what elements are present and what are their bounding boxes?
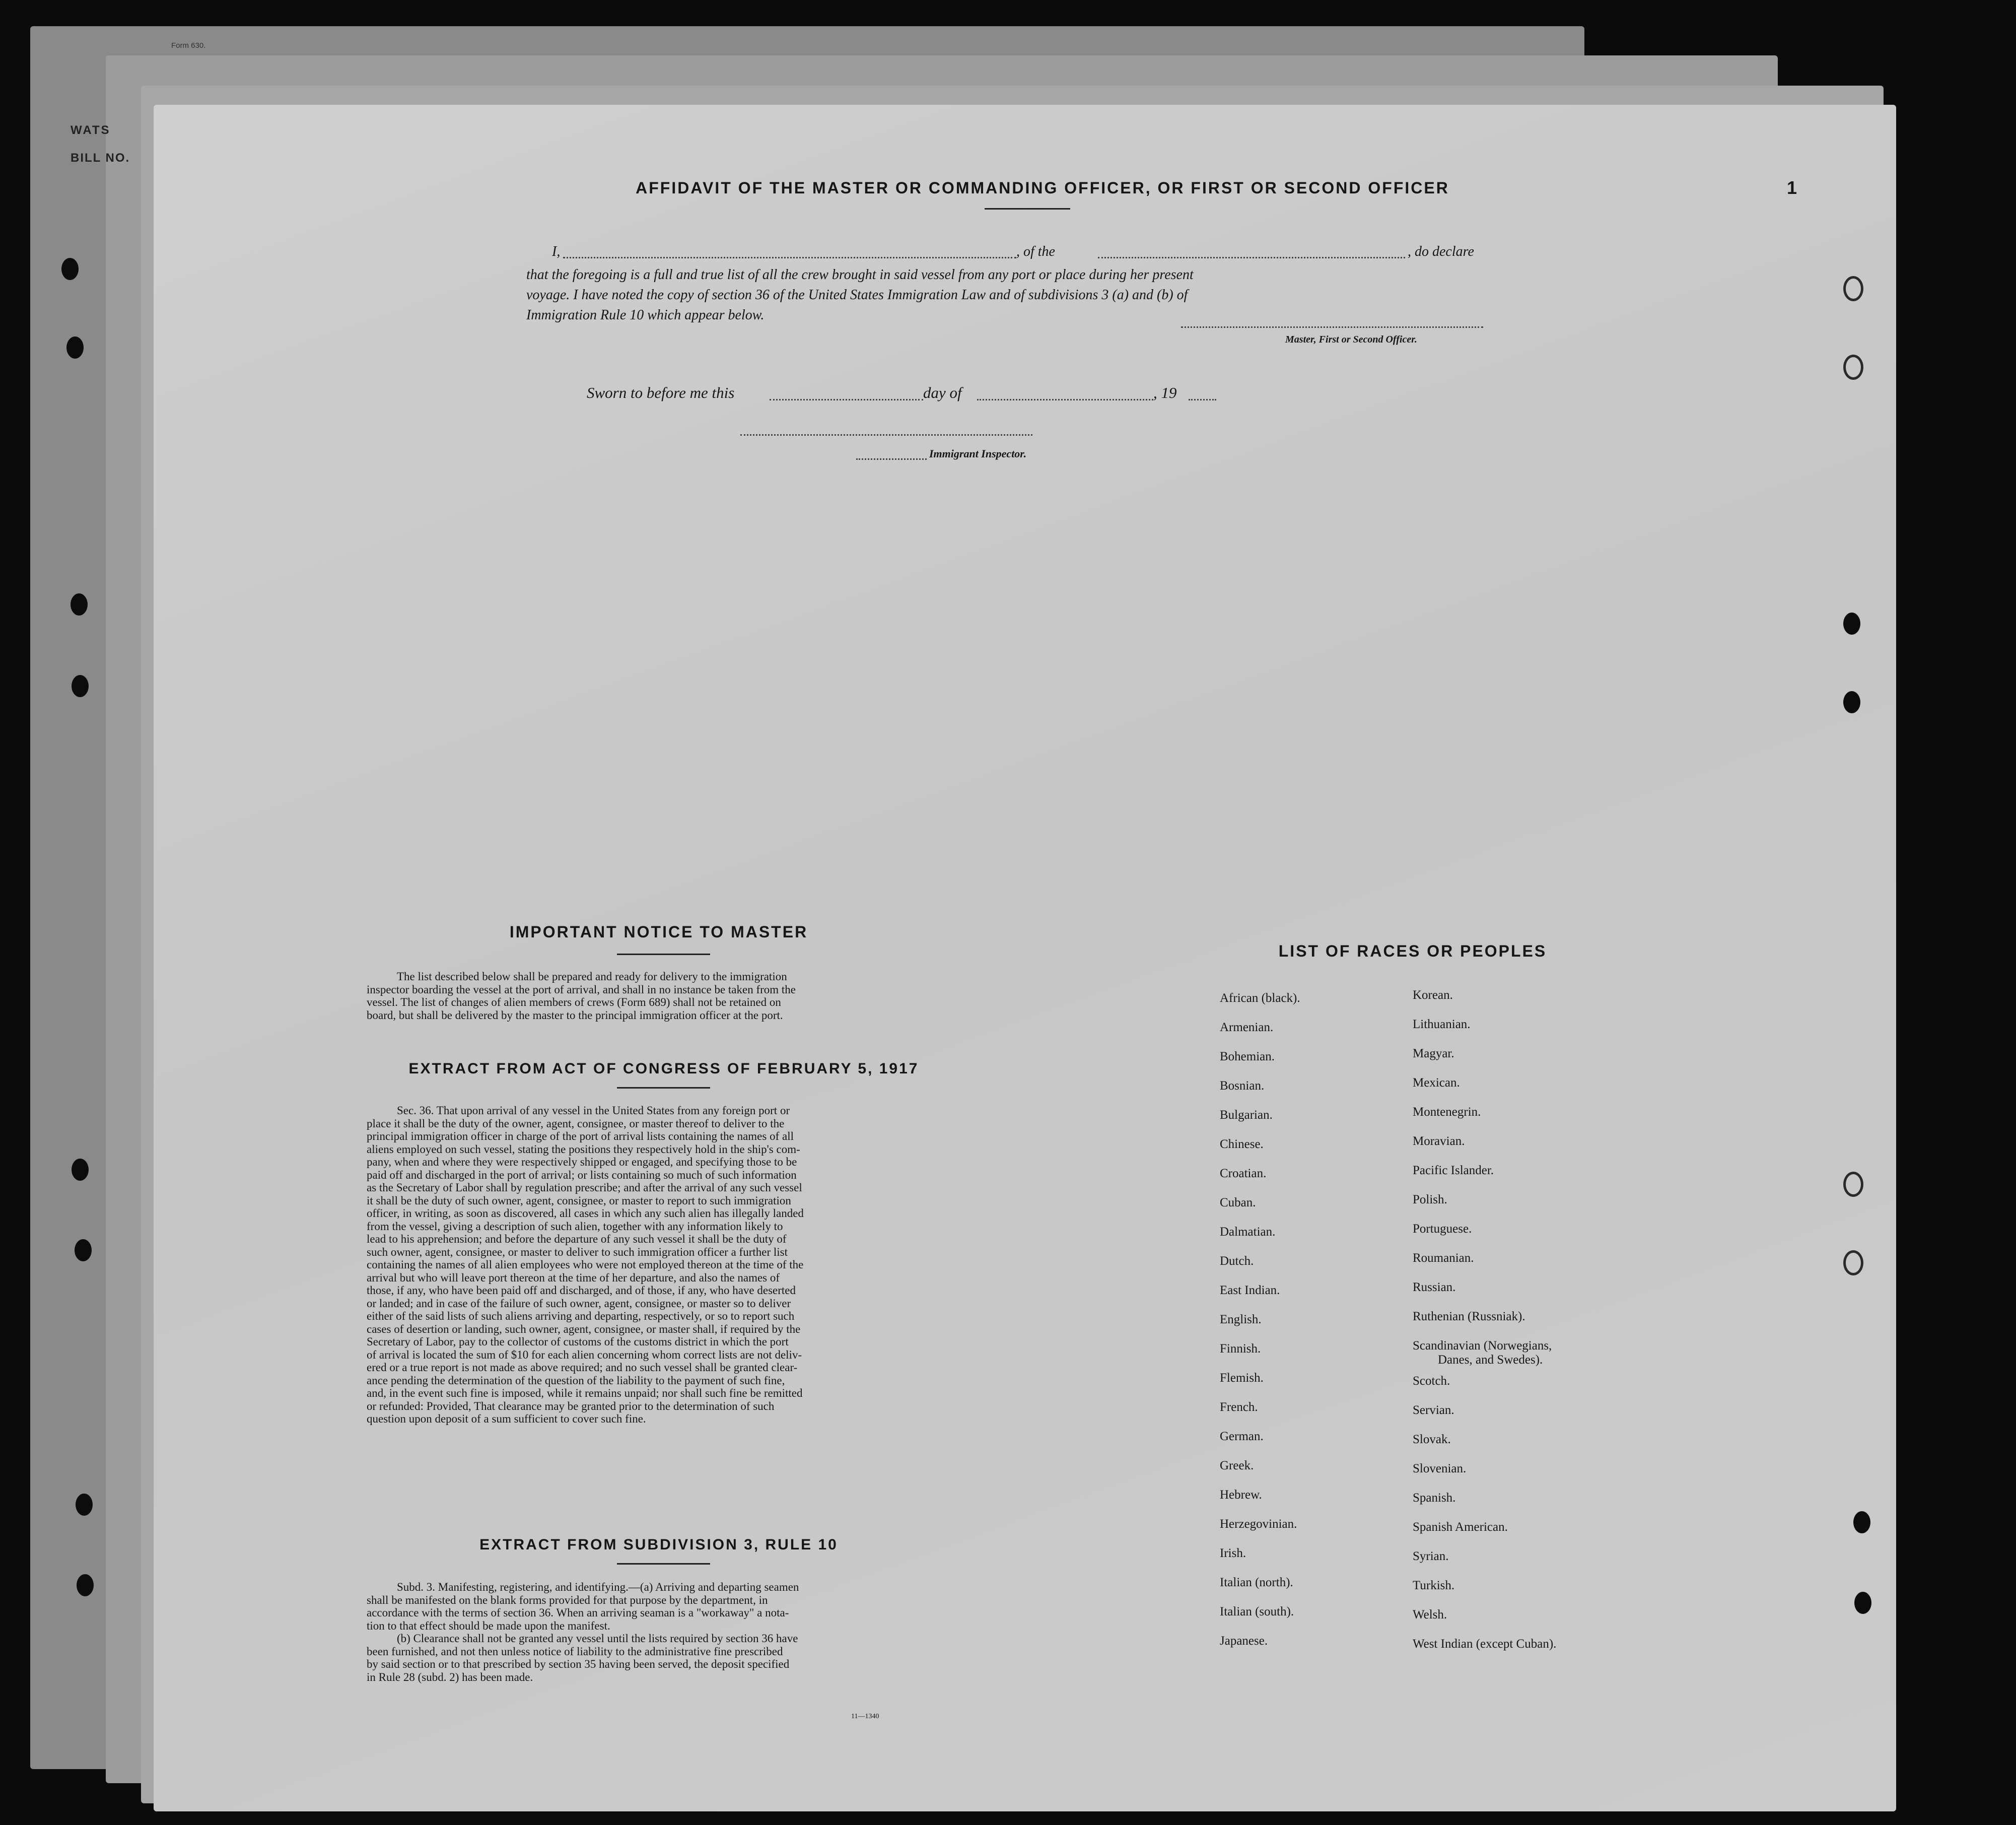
rule-line: Subd. 3. Manifesting, registering, and identifying.—(a) Arriving and departing seamen (397, 1581, 799, 1593)
act-line: ance pending the determination of the question of the liability to the payment of such fine, (367, 1374, 785, 1387)
race-item: Mexican. (1413, 1076, 1460, 1090)
race-item: Dalmatian. (1220, 1225, 1276, 1239)
race-item: Spanish. (1413, 1491, 1456, 1505)
punch-hole-ring (1843, 276, 1863, 301)
act-line: as the Secretary of Labor shall by regulation prescribe; and after the arrival of any such vessel (367, 1181, 802, 1194)
race-item: Italian (north). (1220, 1576, 1293, 1589)
act-line: and, in the event such fine is imposed, while it remains unpaid; nor shall such fine be remitted (367, 1387, 803, 1399)
act-line: officer, in writing, as soon as discovered, all cases in which any such alien has illegally landed (367, 1207, 804, 1220)
punch-hole (72, 675, 89, 697)
notice-line: inspector boarding the vessel at the port of arrival, and shall in no instance be taken from the (367, 983, 796, 996)
rule-line: in Rule 28 (subd. 2) has been made. (367, 1670, 533, 1683)
margin-mark-bill: BILL NO. (71, 151, 130, 165)
punch-hole (72, 1159, 89, 1181)
race-item: Hebrew. (1220, 1488, 1262, 1502)
act-line: from the vessel, giving a description of such alien, together with any information likely to (367, 1220, 783, 1233)
signature-label: Master, First or Second Officer. (1285, 334, 1417, 345)
race-item: Greek. (1220, 1459, 1254, 1472)
margin-mark-wats: WATS (71, 123, 111, 137)
act-line: cases of desertion or landing, such owner, agent, consignee, or master shall, if required by the (367, 1322, 801, 1335)
notice-title: IMPORTANT NOTICE TO MASTER (509, 923, 808, 941)
affidavit-page (154, 105, 1896, 1811)
act-title: EXTRACT FROM ACT OF CONGRESS OF FEBRUARY 5, 1917 (408, 1060, 919, 1077)
race-item: Armenian. (1220, 1021, 1274, 1034)
rule-text (367, 1581, 951, 1683)
rule-line: (b) Clearance shall not be granted any vessel until the lists required by section 36 have (397, 1632, 798, 1645)
race-item: Croatian. (1220, 1167, 1267, 1180)
act-line: place it shall be the duty of the owner, agent, consignee, or master thereof to deliver to the (367, 1117, 785, 1130)
act-line: it shall be the duty of such owner, agent, consignee, or master to report to such immigration (367, 1194, 791, 1207)
sworn-month-field[interactable] (977, 399, 1153, 400)
punch-hole (66, 336, 84, 359)
race-item: Montenegrin. (1413, 1105, 1481, 1119)
race-item: West Indian (except Cuban). (1413, 1637, 1557, 1651)
signature-line[interactable] (1181, 326, 1483, 328)
affidavit-of-the: , of the (1016, 244, 1055, 259)
act-line: Secretary of Labor, pay to the collector of customs of the customs district in which the port (367, 1335, 789, 1348)
race-item: Scandinavian (Norwegians, (1413, 1339, 1552, 1353)
affidavit-line-4: Immigration Rule 10 which appear below. (526, 307, 764, 323)
race-item: Herzegovinian. (1220, 1517, 1297, 1531)
act-line: arrival but who will leave port thereon at the time of her departure, and also the names of (367, 1271, 780, 1284)
act-line: of arrival is located the sum of $10 for each alien concerning whom correct lists are not deliv- (367, 1348, 802, 1361)
punch-hole-ring (1843, 355, 1863, 380)
race-item: Italian (south). (1220, 1605, 1294, 1618)
race-item: Irish. (1220, 1546, 1246, 1560)
race-item: German. (1220, 1430, 1264, 1443)
form-number: Form 630. (171, 41, 206, 50)
punch-hole (1843, 613, 1860, 635)
affidavit-line-2: that the foregoing is a full and true list of all the crew brought in said vessel from any port or place during her present (526, 267, 1194, 283)
race-item: Russian. (1413, 1280, 1456, 1294)
punch-hole (71, 593, 88, 616)
act-line: such owner, agent, consignee, or master to deliver to such immigration officer a further list (367, 1245, 788, 1258)
race-item: Bosnian. (1220, 1079, 1265, 1093)
act-line: pany, when and where they were respectively shipped or engaged, and specifying those to be (367, 1156, 797, 1168)
punch-hole (76, 1494, 93, 1516)
race-item: Welsh. (1413, 1608, 1447, 1621)
race-item: Flemish. (1220, 1371, 1264, 1385)
inspector-signature-line-2[interactable] (856, 458, 927, 460)
rule-line: been furnished, and not then unless notice of liability to the administrative fine prescribed (367, 1645, 783, 1658)
act-text (367, 1104, 951, 1426)
punch-hole-ring (1843, 1250, 1863, 1275)
vessel-field[interactable] (1098, 257, 1405, 258)
affidavit-line-3: voyage. I have noted the copy of section 36 of the United States Immigration Law and of subdivisions 3 (a) and (b) of (526, 287, 1188, 303)
rule-line: shall be manifested on the blank forms provided for that purpose by the department, in (367, 1593, 768, 1606)
sworn-year-field[interactable] (1189, 399, 1216, 400)
race-item: Bohemian. (1220, 1050, 1275, 1063)
notice-line: vessel. The list of changes of alien members of crews (Form 689) shall not be retained on (367, 996, 781, 1008)
act-line: question upon deposit of a sum sufficient to cover such fine. (367, 1412, 646, 1425)
race-item: English. (1220, 1313, 1262, 1326)
rule-line: by said section or to that prescribed by section 35 having been served, the deposit specified (367, 1658, 790, 1670)
race-item: Roumanian. (1413, 1251, 1474, 1265)
punch-hole (75, 1239, 92, 1261)
affidavit-title: AFFIDAVIT OF THE MASTER OR COMMANDING OFFICER, OR FIRST OR SECOND OFFICER (636, 179, 1449, 197)
sworn-label: Sworn to before me this (587, 384, 735, 401)
race-item: African (black). (1220, 991, 1300, 1005)
rule-underline (617, 1563, 710, 1565)
race-item: Cuban. (1220, 1196, 1256, 1209)
notice-line: board, but shall be delivered by the master to the principal immigration officer at the port. (367, 1008, 783, 1022)
race-item: Turkish. (1413, 1579, 1455, 1592)
race-item: Bulgarian. (1220, 1108, 1273, 1122)
race-item: Ruthenian (Russniak). (1413, 1310, 1525, 1323)
race-item: Dutch. (1220, 1254, 1254, 1268)
act-line: or refunded: Provided, That clearance may be granted prior to the determination of such (367, 1399, 775, 1412)
races-title: LIST OF RACES OR PEOPLES (1278, 942, 1547, 960)
print-code: 11—1340 (851, 1713, 879, 1720)
race-item: Chinese. (1220, 1137, 1264, 1151)
punch-hole (1843, 691, 1860, 713)
race-item: Portuguese. (1413, 1222, 1472, 1236)
inspector-signature-line[interactable] (740, 434, 1032, 436)
act-line: Sec. 36. That upon arrival of any vessel in the United States from any foreign port or (397, 1104, 790, 1117)
race-item: Pacific Islander. (1413, 1164, 1494, 1177)
race-item: East Indian. (1220, 1283, 1280, 1297)
act-line: lead to his apprehension; and before the departure of any such vessel it shall be the duty of (367, 1233, 787, 1245)
act-underline (617, 1087, 710, 1089)
race-item: Syrian. (1413, 1549, 1449, 1563)
name-field[interactable] (563, 257, 1016, 258)
act-line: aliens employed on such vessel, stating the positions they respectively hold in the ship's com- (367, 1142, 800, 1156)
race-item: Danes, and Swedes). (1438, 1353, 1543, 1367)
punch-hole (1854, 1592, 1871, 1614)
sworn-year-prefix: , 19 (1153, 384, 1177, 401)
punch-hole (77, 1574, 94, 1596)
sworn-day-of: day of (923, 384, 962, 401)
race-item: Magyar. (1413, 1047, 1454, 1060)
affidavit-i: I, (552, 244, 561, 259)
page-number: 1 (1787, 177, 1797, 198)
rule-title: EXTRACT FROM SUBDIVISION 3, RULE 10 (479, 1536, 838, 1553)
race-item: Moravian. (1413, 1134, 1465, 1148)
act-line: or landed; and in case of the failure of such owner, agent, consignee, or master so to deliver (367, 1297, 791, 1310)
race-item: Polish. (1413, 1193, 1447, 1206)
title-underline (985, 208, 1070, 210)
inspector-label: Immigrant Inspector. (929, 447, 1027, 460)
race-item: Lithuanian. (1413, 1018, 1471, 1031)
race-item: Servian. (1413, 1403, 1454, 1417)
act-line: either of the said lists of such aliens arriving and departing, respectively, or so to report such (367, 1310, 795, 1322)
rule-line: tion to that effect should be made upon the manifest. (367, 1619, 610, 1632)
act-line: containing the names of all alien employees who were not employed thereon at the time of the (367, 1258, 804, 1271)
race-item: Spanish American. (1413, 1520, 1508, 1534)
act-line: those, if any, who have been paid off and discharged, and of those, if any, who have deserted (367, 1284, 796, 1297)
act-line: principal immigration officer in charge of the port of arrival lists containing the names of all (367, 1130, 794, 1142)
punch-hole (1853, 1511, 1870, 1533)
notice-text (367, 970, 951, 1022)
act-line: paid off and discharged in the port of arrival; or lists containing so much of such information (367, 1168, 797, 1181)
race-item: Japanese. (1220, 1634, 1268, 1648)
race-item: Korean. (1413, 988, 1453, 1002)
notice-underline (617, 954, 710, 955)
race-item: Slovenian. (1413, 1462, 1467, 1475)
affidavit-do-declare: , do declare (1408, 244, 1474, 259)
race-item: Finnish. (1220, 1342, 1261, 1356)
notice-line: The list described below shall be prepared and ready for delivery to the immigration (397, 970, 787, 983)
race-item: French. (1220, 1400, 1258, 1414)
punch-hole (61, 258, 79, 280)
race-item: Scotch. (1413, 1374, 1450, 1388)
rule-line: accordance with the terms of section 36. When an arriving seaman is a "workaway" a nota- (367, 1606, 789, 1619)
punch-hole-ring (1843, 1172, 1863, 1197)
sworn-day-field[interactable] (770, 399, 923, 400)
act-line: ered or a true report is not made as above required; and no such vessel shall be granted clear- (367, 1361, 798, 1374)
race-item: Slovak. (1413, 1433, 1451, 1446)
